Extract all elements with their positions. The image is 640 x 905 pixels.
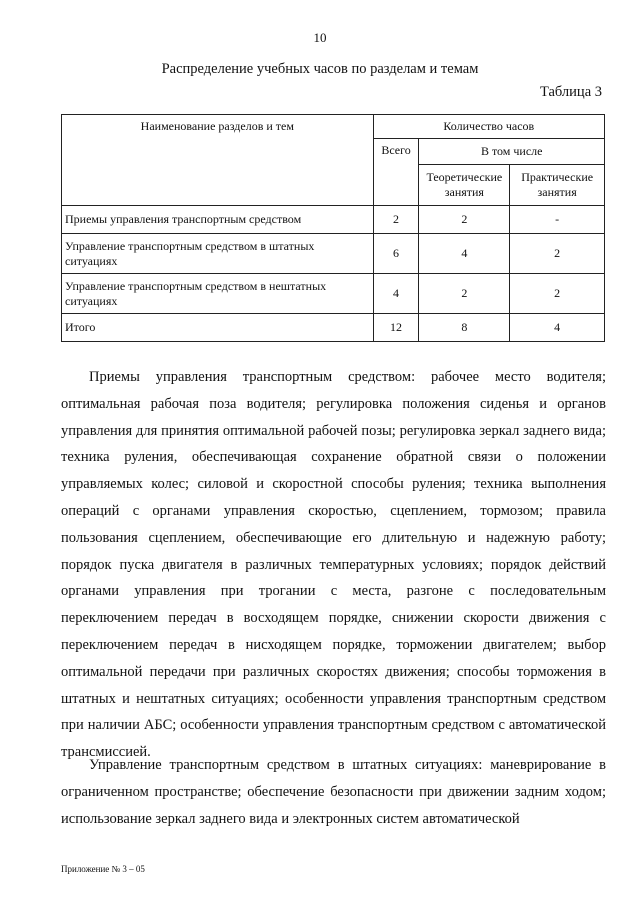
footer-appendix-note: Приложение № 3 – 05 bbox=[61, 864, 145, 874]
row-theory: 4 bbox=[419, 234, 510, 274]
row-name: Итого bbox=[62, 314, 374, 342]
header-including: В том числе bbox=[419, 139, 605, 165]
row-practice: 2 bbox=[510, 274, 605, 314]
row-name: Приемы управления транспортным средством bbox=[62, 206, 374, 234]
paragraph-regular-situations: Управление транспортным средством в штатных ситуациях: маневрирование в ограниченном пространстве; обеспечение безопасности при движении задним ходом; использование зеркал заднего вида и электронных систем автоматической bbox=[61, 757, 606, 827]
row-name: Управление транспортным средством в нештатных ситуациях bbox=[62, 274, 374, 314]
table-row bbox=[62, 206, 605, 234]
row-name: Управление транспортным средством в штатных ситуациях bbox=[62, 234, 374, 274]
row-total: 4 bbox=[373, 274, 419, 314]
row-total: 12 bbox=[373, 314, 419, 342]
row-theory: 2 bbox=[419, 274, 510, 314]
header-section-name: Наименование разделов и тем bbox=[62, 115, 374, 206]
row-practice: - bbox=[510, 206, 605, 234]
hours-table bbox=[61, 114, 605, 342]
table-title: Распределение учебных часов по разделам и темам bbox=[161, 61, 479, 77]
page-number: 10 bbox=[313, 30, 327, 45]
paragraph-driving-techniques: Приемы управления транспортным средством: рабочее место водителя; оптимальная рабочая поза водителя; регулировка положения сиденья и органов управления для принятия оптимальной рабочей позы; регулировка зеркал заднего вида; техника руления, обеспечивающая сохранение обратной связи о положении управляемых колес; силовой и скоростной способы руления; техника выполнения операций с органами управления скоростью, сцеплением, тормозом; правила пользования сцеплением, обеспечивающие его длительную и надежную работу; порядок пуска двигателя в различных температурных условиях; порядок действий органами управления при трогании с места, разгоне с последовательным переключением передач в восходящем порядке, снижении скорости движения с переключением передач в нисходящем порядке, торможении двигателем; выбор оптимальной передачи при различных скоростях движения; способы торможения в штатных и нештатных ситуациях; особенности управления транспортным средством при наличии АБС; особенности управления транспортным средством с автоматической трансмиссией. bbox=[61, 369, 606, 761]
header-hours: Количество часов bbox=[373, 115, 604, 139]
row-practice: 2 bbox=[510, 234, 605, 274]
header-theory: Теоретические занятия bbox=[419, 165, 510, 206]
header-practice: Практические занятия bbox=[510, 165, 605, 206]
row-total: 2 bbox=[373, 206, 419, 234]
row-theory: 2 bbox=[419, 206, 510, 234]
row-theory: 8 bbox=[419, 314, 510, 342]
table-row-total bbox=[62, 314, 605, 342]
row-practice: 4 bbox=[510, 314, 605, 342]
table-label: Таблица 3 bbox=[539, 84, 602, 100]
row-total: 6 bbox=[373, 234, 419, 274]
table-row bbox=[62, 234, 605, 274]
table-row bbox=[62, 274, 605, 314]
header-total: Всего bbox=[373, 139, 419, 206]
